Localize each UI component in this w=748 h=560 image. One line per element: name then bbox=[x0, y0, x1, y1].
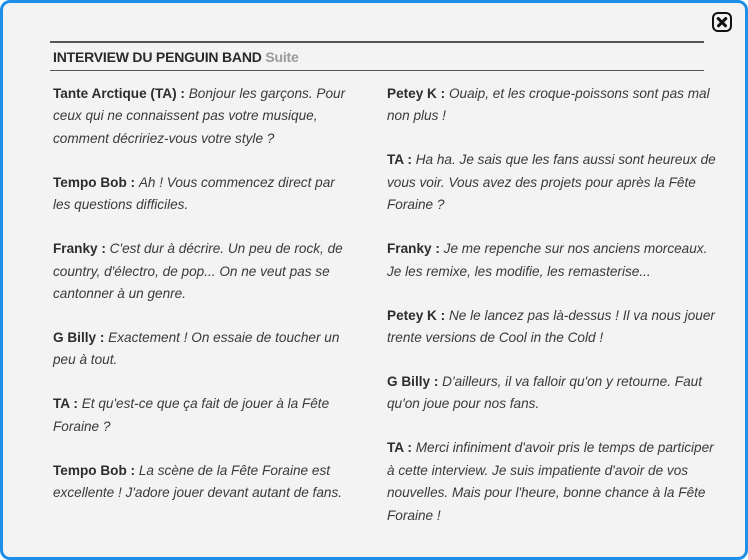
top-divider bbox=[50, 41, 704, 43]
dialogue-entry bbox=[53, 327, 353, 372]
close-x-icon[interactable] bbox=[712, 12, 732, 32]
left-column bbox=[53, 83, 353, 526]
speaker-name: TA : bbox=[387, 152, 412, 168]
dialog-title bbox=[53, 49, 299, 65]
dialogue-entry bbox=[387, 83, 717, 128]
speaker-name: TA : bbox=[387, 440, 412, 456]
dialogue-text: Ah ! Vous commencez direct par les questions difficiles. bbox=[53, 174, 335, 213]
dialogue-text: Ha ha. Je sais que les fans aussi sont heureux de vous voir. Vous avez des projets pour après la Fête Foraine ? bbox=[387, 152, 716, 213]
dialogue-entry bbox=[53, 172, 353, 217]
dialogue-text: La scène de la Fête Foraine est excellente ! J'adore jouer devant autant de fans. bbox=[53, 462, 343, 501]
dialogue-entry bbox=[387, 305, 717, 350]
dialogue-entry bbox=[387, 437, 717, 527]
dialogue-text: Bonjour les garçons. Pour ceux qui ne connaissent pas votre musique, comment décririez-vous votre style ? bbox=[53, 86, 346, 146]
dialogue-text: Exactement ! On essaie de toucher un peu à tout. bbox=[53, 330, 340, 368]
speaker-name: Franky : bbox=[387, 241, 440, 257]
dialogue-entry bbox=[387, 149, 717, 216]
speaker-name: Petey K : bbox=[387, 86, 446, 101]
dialogue-text: D'ailleurs, il va falloir qu'on y retourne. Faut qu'on joue pour nos fans. bbox=[387, 374, 702, 412]
dialogue-entry bbox=[53, 83, 353, 150]
title-suffix: Suite bbox=[265, 49, 299, 65]
speaker-name: Tempo Bob : bbox=[53, 462, 136, 478]
speaker-name: G Billy : bbox=[53, 330, 105, 346]
dialogue-entry bbox=[53, 238, 353, 305]
dialogue-entry bbox=[53, 393, 353, 438]
title-text: INTERVIEW DU PENGUIN BAND bbox=[53, 49, 262, 65]
dialogue-entry bbox=[387, 238, 717, 283]
speaker-name: Tante Arctique (TA) : bbox=[53, 86, 185, 101]
speaker-name: TA : bbox=[53, 396, 78, 412]
dialogue-text: Et qu'est-ce que ça fait de jouer à la Fête Foraine ? bbox=[53, 396, 330, 434]
header-divider bbox=[50, 70, 704, 71]
right-column bbox=[387, 83, 717, 549]
speaker-name: Petey K : bbox=[387, 307, 446, 323]
dialogue-entry bbox=[53, 460, 353, 505]
dialogue-entry bbox=[387, 371, 717, 416]
dialogue-text: Ne le lancez pas là-dessus ! Il va nous jouer trente versions de Cool in the Cold ! bbox=[387, 307, 715, 346]
dialogue-text: Ouaip, et les croque-poissons sont pas mal non plus ! bbox=[387, 86, 710, 124]
speaker-name: Tempo Bob : bbox=[53, 174, 136, 190]
dialogue-text: Merci infiniment d'avoir pris le temps de participer à cette interview. Je suis impatiente d'avoir de vos nouvelles. Mais pour l'heure, bonne chance à la Fête Foraine ! bbox=[387, 440, 714, 523]
speaker-name: G Billy : bbox=[387, 374, 439, 390]
speaker-name: Franky : bbox=[53, 241, 106, 257]
dialogue-text: Je me repenche sur nos anciens morceaux. Je les remixe, les modifie, les remasterise... bbox=[387, 241, 708, 279]
dialogue-text: C'est dur à décrire. Un peu de rock, de country, d'électro, de pop... On ne veut pas se cantonner à un genre. bbox=[53, 241, 343, 302]
